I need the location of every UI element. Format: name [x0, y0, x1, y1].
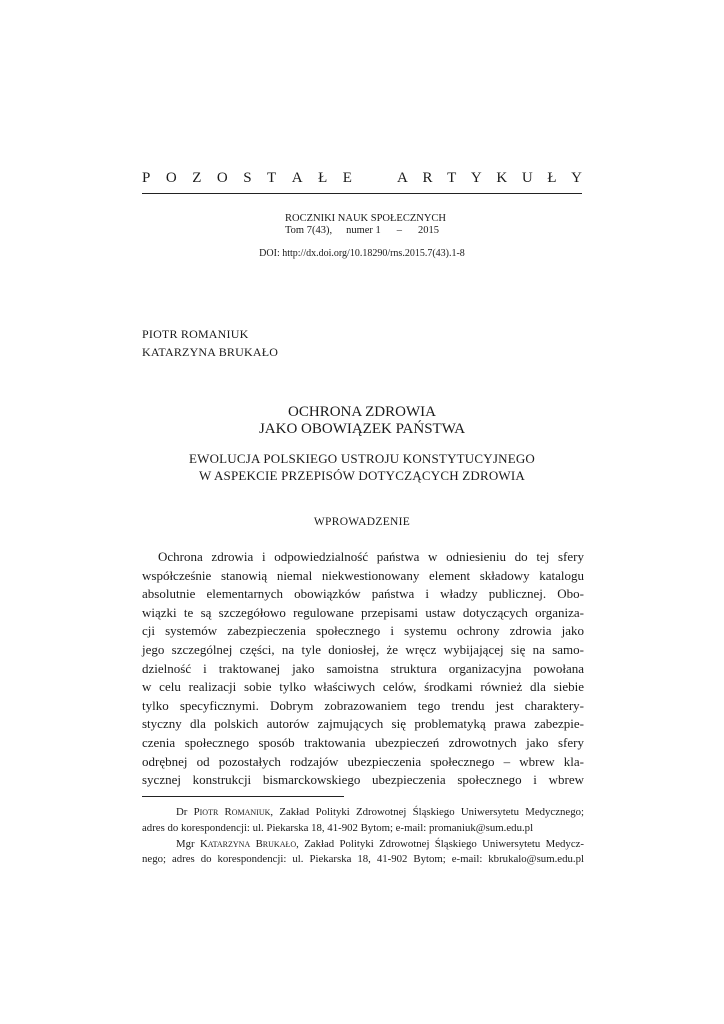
- journal-dash: –: [396, 225, 403, 236]
- article-subtitle: [0, 450, 724, 484]
- footnote-title: Dr: [176, 806, 188, 818]
- author-name: PIOTR ROMANIUK: [142, 327, 249, 341]
- header-letter: T: [267, 170, 277, 186]
- footnote-2-line-2: nego; adres do korespondencji: ul. Piekarska 18, 41-902 Bytom; e-mail: kbrukalo@sum.edu.pl: [142, 853, 584, 866]
- body-line: styczny dla polskich autorów zajmujących się problematyką prawa zabezpie-: [142, 716, 584, 732]
- header-letter: Ł: [547, 170, 557, 186]
- header-letter: P: [142, 170, 151, 186]
- footnote-1-line-2: adres do korespondencji: ul. Piekarska 18, 41-902 Bytom; e-mail: promaniuk@sum.edu.pl: [142, 821, 534, 834]
- doi-line: DOI: http://dx.doi.org/10.18290/rns.2015.7(43).1-8: [259, 248, 465, 259]
- section-header: [142, 166, 582, 194]
- body-line: cji systemów zabezpieczenia społecznego i systemu ochrony zdrowia jako: [142, 623, 584, 639]
- footnote-title: Mgr: [176, 837, 195, 850]
- footnotes: [142, 805, 584, 868]
- footnote-separator: [142, 796, 344, 797]
- title-line: OCHRONA ZDROWIA: [288, 404, 436, 420]
- body-line: sycznej konstrukcji bismarckowskiego ubezpieczenia społecznego i wbrew: [142, 772, 584, 788]
- body-line: odrębnej od pozostałych rodzajów ubezpieczenia społecznego – wbrew kla-: [142, 753, 584, 769]
- footnote-1-line-1: [142, 805, 584, 821]
- footnote-affiliation: , Zakład Polityki Zdrowotnej Śląskiego Uniwersytetu Medycznego;: [270, 806, 584, 818]
- header-letter: Ł: [318, 170, 328, 186]
- journal-info: [285, 213, 446, 237]
- subtitle-line: W ASPEKCIE PRZEPISÓW DOTYCZĄCYCH ZDROWIA: [198, 468, 526, 483]
- subtitle-line: EWOLUCJA POLSKIEGO USTROJU KONSTYTUCYJNEGO: [188, 451, 536, 466]
- header-letter: Z: [192, 170, 202, 186]
- header-letter: A: [291, 170, 303, 186]
- body-line: jego szczególnej części, na tyle doniosłej, że wręcz wybijającej się na samo-: [142, 641, 584, 657]
- title-line: JAKO OBOWIĄZEK PAŃSTWA: [258, 421, 466, 437]
- article-title: [0, 404, 724, 438]
- body-line: dzielność i traktowanej jako samoistna struktura organizacyjna powołana: [142, 660, 584, 676]
- header-letter: O: [165, 170, 177, 186]
- footnote-author-first: Piotr: [193, 806, 219, 818]
- body-line: w celu realizacji sobie tylko właściwych celów, środkami również dla siebie: [142, 679, 584, 695]
- footnote-author-first: Katarzyna: [199, 837, 251, 850]
- footnote-author-last: Brukało: [255, 837, 297, 850]
- body-line: tylko specyficznymi. Dobrym zobrazowaniem tego trendu jest charaktery-: [142, 697, 584, 713]
- journal-name: ROCZNIKI NAUK SPOŁECZNYCH: [285, 213, 447, 224]
- body-line: czenia społecznego sposób traktowania ubezpieczeń zdrowotnych jako sfery: [142, 734, 584, 750]
- footnote-2-line-1: [142, 837, 584, 853]
- author-name: KATARZYNA BRUKAŁO: [142, 345, 279, 359]
- body-paragraph: [142, 548, 584, 790]
- header-letter: E: [342, 170, 352, 186]
- section-header-word-2: [397, 170, 582, 187]
- header-letter: K: [496, 170, 508, 186]
- header-letter: Y: [470, 170, 482, 186]
- body-line: współcześnie stanowią niemal niekwestionowany element składowy katalogu: [142, 567, 584, 583]
- journal-number: numer 1: [346, 225, 381, 236]
- journal-year: 2015: [418, 225, 440, 236]
- section-header-word-1: [142, 170, 352, 187]
- header-letter: T: [447, 170, 457, 186]
- header-letter: A: [397, 170, 408, 186]
- header-letter: U: [521, 170, 533, 186]
- header-letter: R: [422, 170, 433, 186]
- header-letter: S: [243, 170, 252, 186]
- section-title: WPROWADZENIE: [313, 516, 411, 528]
- body-line: Ochrona zdrowia i odpowiedzialność państwa w odniesieniu do tej sfery: [158, 549, 584, 564]
- header-letter: Y: [571, 170, 582, 186]
- journal-volume: Tom 7(43),: [285, 225, 333, 236]
- footnote-affiliation: , Zakład Polityki Zdrowotnej Śląskiego Uniwersytetu Medycz-: [296, 837, 585, 850]
- body-line: absolutnie elementarnych obowiązków państwa i władzy publicznej. Obo-: [142, 586, 584, 602]
- author-list: [142, 325, 278, 361]
- body-line: wiązki te są szczegółowo regulowane przepisami ustaw dotyczących organiza-: [142, 604, 584, 620]
- footnote-author-last: Romaniuk: [224, 806, 271, 818]
- header-letter: O: [216, 170, 228, 186]
- journal-issue: [285, 225, 446, 237]
